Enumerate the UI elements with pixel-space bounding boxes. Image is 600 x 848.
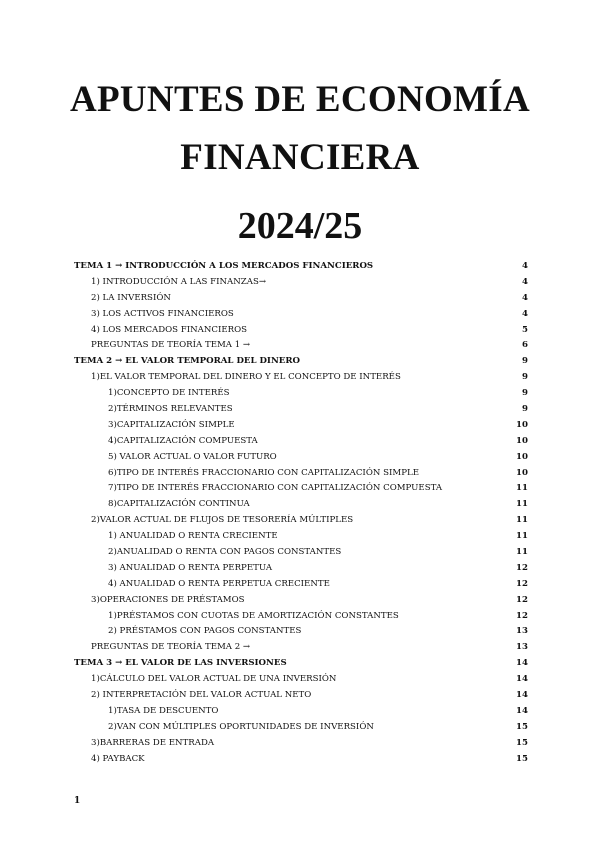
toc-entry-title[interactable]: PREGUNTAS DE TEORÍA TEMA 2 → [91,642,251,653]
toc-entry[interactable] [74,529,528,545]
table-of-contents [74,259,528,768]
toc-entry[interactable] [74,291,528,307]
toc-entry[interactable] [74,704,528,720]
page-number: 1 [74,796,81,806]
toc-entry-title[interactable]: 4) LOS MERCADOS FINANCIEROS [91,324,248,335]
toc-entry-title[interactable]: 1)EL VALOR TEMPORAL DEL DINERO Y EL CONCEPTO DE INTERÉS [91,372,401,383]
toc-entry-title[interactable]: 6)TIPO DE INTERÉS FRACCIONARIO CON CAPITALIZACIÓN SIMPLE [108,467,419,478]
toc-entry-title[interactable]: 2) INTERPRETACIÓN DEL VALOR ACTUAL NETO [91,690,312,701]
toc-entry[interactable] [74,720,528,736]
toc-entry[interactable] [74,497,528,513]
toc-entry[interactable] [74,752,528,768]
toc-entry-title[interactable]: 3) ANUALIDAD O RENTA PERPETUA [108,562,273,573]
toc-entry-page: 12 [516,610,528,621]
toc-entry-title[interactable]: 3) LOS ACTIVOS FINANCIEROS [91,308,234,319]
toc-entry[interactable] [74,275,528,291]
toc-entry[interactable] [74,561,528,577]
toc-entry[interactable] [74,386,528,402]
toc-entry[interactable] [74,402,528,418]
toc-entry-page: 11 [516,499,528,510]
toc-entry[interactable] [74,307,528,323]
toc-entry[interactable] [74,370,528,386]
toc-entry[interactable] [74,640,528,656]
toc-entry-page: 12 [516,562,528,573]
toc-entry-page: 11 [516,515,528,526]
toc-entry-title[interactable]: 2)TÉRMINOS RELEVANTES [108,404,233,415]
toc-entry-page: 11 [516,547,528,558]
toc-entry-page: 5 [522,324,528,335]
toc-entry-title[interactable]: 3)BARRERAS DE ENTRADA [91,737,215,748]
toc-entry-page: 9 [522,372,528,383]
toc-entry[interactable] [74,481,528,497]
toc-entry-page: 4 [522,308,528,319]
toc-entry-page: 15 [516,721,528,732]
toc-entry-title[interactable]: 4)CAPITALIZACIÓN COMPUESTA [108,435,258,446]
toc-entry-title[interactable]: 1)CÁLCULO DEL VALOR ACTUAL DE UNA INVERSIÓN [91,674,337,685]
toc-entry[interactable] [74,418,528,434]
toc-entry[interactable] [74,466,528,482]
toc-entry-page: 9 [522,356,528,367]
academic-year: 2024/25 [237,205,363,247]
toc-entry-page: 10 [516,451,528,462]
toc-entry[interactable] [74,736,528,752]
toc-entry-page: 4 [522,276,528,287]
toc-entry-title[interactable]: 2) LA INVERSIÓN [91,292,171,303]
toc-entry-page: 12 [516,594,528,605]
toc-entry-page: 14 [516,705,528,716]
toc-entry-title[interactable]: 8)CAPITALIZACIÓN CONTINUA [108,499,250,510]
toc-entry-page: 14 [516,674,528,685]
toc-entry-title[interactable]: 1) INTRODUCCIÓN A LAS FINANZAS→ [91,276,267,287]
toc-entry-title[interactable]: 1) ANUALIDAD O RENTA CRECIENTE [108,531,278,542]
toc-entry-title[interactable]: TEMA 3 → EL VALOR DE LAS INVERSIONES [74,658,287,669]
toc-entry-title[interactable]: PREGUNTAS DE TEORÍA TEMA 1 → [91,340,251,351]
toc-entry-page: 14 [516,690,528,701]
toc-entry-title[interactable]: 3)CAPITALIZACIÓN SIMPLE [108,419,235,430]
toc-entry[interactable] [74,450,528,466]
toc-entry-title[interactable]: 4) ANUALIDAD O RENTA PERPETUA CRECIENTE [108,578,330,589]
toc-entry-page: 11 [516,483,528,494]
toc-entry-page: 11 [516,531,528,542]
toc-entry-title[interactable]: TEMA 1 → INTRODUCCIÓN A LOS MERCADOS FINANCIEROS [74,261,374,271]
toc-entry[interactable] [74,593,528,609]
toc-entry[interactable] [74,545,528,561]
toc-entry-page: 10 [516,435,528,446]
toc-entry-page: 13 [516,642,528,653]
toc-entry-page: 10 [516,467,528,478]
toc-entry-title[interactable]: 1)CONCEPTO DE INTERÉS [108,388,230,399]
toc-entry-title[interactable]: TEMA 2 → EL VALOR TEMPORAL DEL DINERO [74,356,300,367]
toc-entry-page: 9 [522,388,528,399]
toc-entry-title[interactable]: 2)ANUALIDAD O RENTA CON PAGOS CONSTANTES [108,547,342,558]
toc-entry-title[interactable]: 3)OPERACIONES DE PRÉSTAMOS [91,594,245,605]
toc-entry-page: 4 [522,261,528,271]
toc-entry[interactable] [74,434,528,450]
toc-entry-title[interactable]: 2)VAN CON MÚLTIPLES OPORTUNIDADES DE INVERSIÓN [108,721,374,732]
toc-entry-title[interactable]: 2)VALOR ACTUAL DE FLUJOS DE TESORERÍA MÚLTIPLES [91,515,354,526]
toc-entry-page: 12 [516,578,528,589]
toc-entry-page: 14 [516,658,528,669]
toc-entry[interactable] [74,513,528,529]
toc-entry-title[interactable]: 2) PRÉSTAMOS CON PAGOS CONSTANTES [108,626,302,637]
document-title-line-1: APUNTES DE ECONOMÍA [69,79,531,120]
toc-entry[interactable] [74,609,528,625]
toc-entry[interactable] [74,577,528,593]
toc-entry[interactable] [74,338,528,354]
toc-entry-title[interactable]: 7)TIPO DE INTERÉS FRACCIONARIO CON CAPITALIZACIÓN COMPUESTA [108,483,443,494]
toc-entry-title[interactable]: 1)TASA DE DESCUENTO [108,705,219,716]
toc-entry[interactable] [74,672,528,688]
toc-entry-page: 13 [516,626,528,637]
toc-entry[interactable] [74,354,528,370]
toc-entry-title[interactable]: 4) PAYBACK [91,753,145,764]
toc-entry-page: 15 [516,753,528,764]
toc-entry[interactable] [74,323,528,339]
toc-entry-title[interactable]: 1)PRÉSTAMOS CON CUOTAS DE AMORTIZACIÓN CONSTANTES [108,610,399,621]
toc-entry-title[interactable]: 5) VALOR ACTUAL O VALOR FUTURO [108,451,277,462]
toc-entry[interactable] [74,656,528,672]
toc-entry[interactable] [74,259,528,275]
toc-entry-page: 9 [522,404,528,415]
document-title-line-2: FINANCIERA [180,137,420,178]
toc-entry-page: 4 [522,292,528,303]
toc-entry-page: 6 [522,340,528,351]
toc-entry-page: 15 [516,737,528,748]
toc-entry[interactable] [74,688,528,704]
toc-entry[interactable] [74,624,528,640]
toc-entry-page: 10 [516,419,528,430]
